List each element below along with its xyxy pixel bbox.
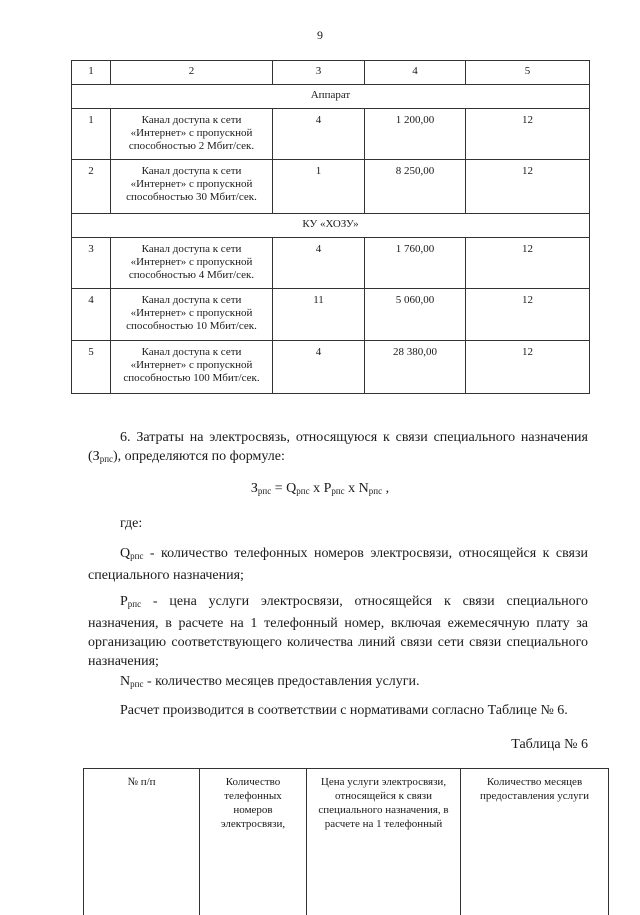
formula-symbol: З <box>251 481 258 496</box>
price: 8 250,00 <box>365 160 466 214</box>
row-number: 2 <box>72 160 111 214</box>
table-row <box>72 289 590 341</box>
section-row <box>72 85 590 109</box>
internet-channels-table <box>71 60 590 394</box>
quantity: 11 <box>273 289 365 341</box>
quantity: 1 <box>273 160 365 214</box>
table-header-row <box>72 61 590 85</box>
table-row <box>72 160 590 214</box>
service-name: Канал доступа к сети «Интернет» с пропускной способностью 10 Мбит/сек. <box>111 289 273 341</box>
table-row <box>72 341 590 394</box>
header-cell: 1 <box>72 61 111 85</box>
months: 12 <box>466 238 590 289</box>
table-row <box>72 109 590 160</box>
service-name: Канал доступа к сети «Интернет» с пропускной способностью 2 Мбит/сек. <box>111 109 273 160</box>
formula <box>0 481 640 497</box>
subscript: рпс <box>331 486 344 496</box>
formula-symbol: Q <box>286 481 296 496</box>
table-header-row <box>84 769 609 915</box>
header-service-price: Цена услуги электросвязи, относящейся к связи специального назначения, в расчете на 1 телефонный <box>307 769 461 915</box>
months: 12 <box>466 341 590 394</box>
calculation-note: Расчет производится в соответствии с нормативами согласно Таблице № 6. <box>88 701 588 720</box>
service-name: Канал доступа к сети «Интернет» с пропускной способностью 30 Мбит/сек. <box>111 160 273 214</box>
definition-text: - количество телефонных номеров электросвязи, относящейся к связи специального назначения; <box>88 546 588 583</box>
section-title-apparat: Аппарат <box>72 85 590 109</box>
q-definition <box>88 544 588 585</box>
months: 12 <box>466 109 590 160</box>
price: 1 200,00 <box>365 109 466 160</box>
variable-symbol: P <box>120 594 128 609</box>
definition-text: - количество месяцев предоставления услуги. <box>143 674 419 689</box>
quantity: 4 <box>273 238 365 289</box>
subscript: рпс <box>296 486 309 496</box>
quantity: 4 <box>273 341 365 394</box>
row-number: 3 <box>72 238 111 289</box>
variable-symbol: Q <box>120 546 130 561</box>
where-label: где: <box>88 514 588 533</box>
subscript: рпс <box>130 679 143 689</box>
variable-symbol: N <box>120 674 130 689</box>
formula-symbol: N <box>359 481 369 496</box>
table-6-title: Таблица № 6 <box>511 737 588 753</box>
header-phone-count: Количество телефонных номеров электросвязи, <box>200 769 307 915</box>
header-cell: 2 <box>111 61 273 85</box>
subscript: рпс <box>100 454 113 464</box>
formula-operator: x <box>310 481 324 496</box>
row-number: 1 <box>72 109 111 160</box>
row-number: 5 <box>72 341 111 394</box>
header-number: № п/п <box>84 769 200 915</box>
paragraph-6 <box>88 428 588 469</box>
n-definition <box>88 672 588 694</box>
paragraph-text: 6. Затраты на электросвязь, относящуюся к связи специального назначения (З <box>88 430 588 464</box>
months: 12 <box>466 160 590 214</box>
price: 1 760,00 <box>365 238 466 289</box>
paragraph-text: ), определяются по формуле: <box>113 449 285 464</box>
price: 5 060,00 <box>365 289 466 341</box>
service-name: Канал доступа к сети «Интернет» с пропускной способностью 4 Мбит/сек. <box>111 238 273 289</box>
formula-operator: = <box>271 481 286 496</box>
subscript: рпс <box>369 486 382 496</box>
section-row <box>72 214 590 238</box>
formula-operator: x <box>345 481 359 496</box>
price: 28 380,00 <box>365 341 466 394</box>
table-row <box>72 238 590 289</box>
page-number: 9 <box>0 28 640 43</box>
header-cell: 5 <box>466 61 590 85</box>
definition-text: - цена услуги электросвязи, относящейся к связи специального назначения, в расчете на 1 телефонный номер, включая ежемесячную плату за организацию соответствующего количества линий связи сети связи специального назначения; <box>88 594 588 669</box>
formula-operator: , <box>382 481 389 496</box>
subscript: рпс <box>258 486 271 496</box>
section-title-khozu: КУ «ХОЗУ» <box>72 214 590 238</box>
months: 12 <box>466 289 590 341</box>
service-name: Канал доступа к сети «Интернет» с пропускной способностью 100 Мбит/сек. <box>111 341 273 394</box>
header-months: Количество месяцев предоставления услуги <box>461 769 609 915</box>
subscript: рпс <box>130 551 143 561</box>
header-cell: 4 <box>365 61 466 85</box>
table-6 <box>83 768 609 915</box>
p-definition <box>88 592 588 671</box>
subscript: рпс <box>128 599 141 609</box>
quantity: 4 <box>273 109 365 160</box>
row-number: 4 <box>72 289 111 341</box>
formula-symbol: P <box>324 481 332 496</box>
header-cell: 3 <box>273 61 365 85</box>
